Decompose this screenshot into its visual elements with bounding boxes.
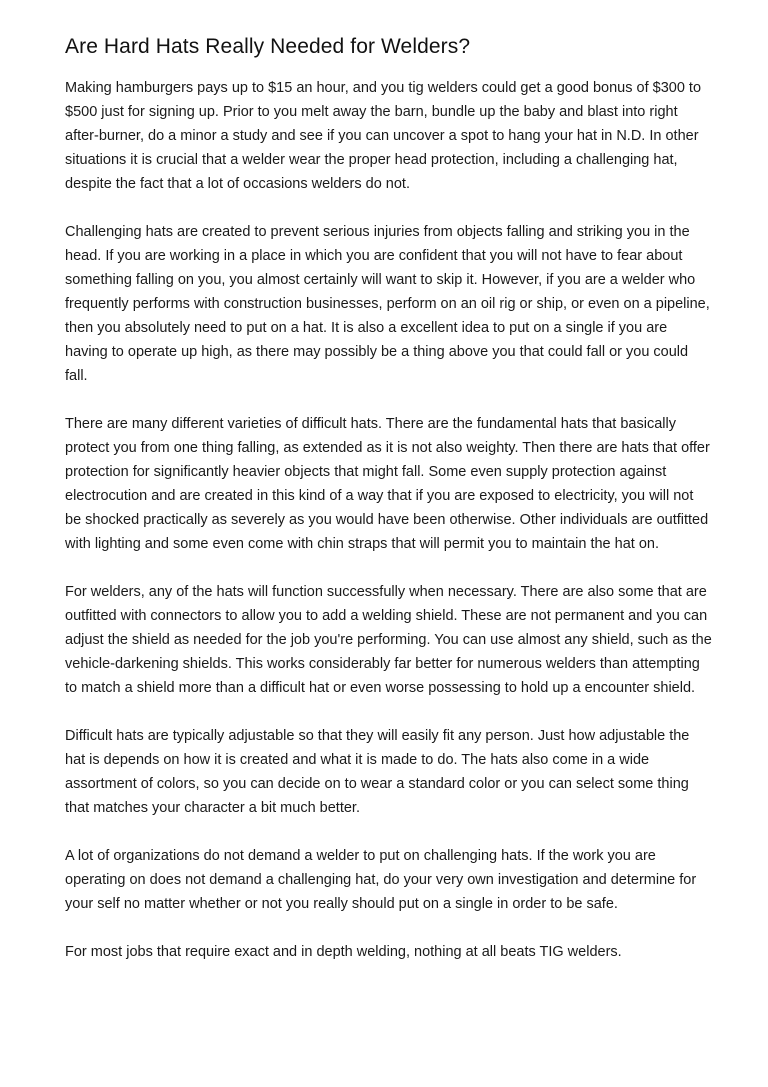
paragraph: Challenging hats are created to prevent serious injuries from objects falling and striking you in the head. If you are working in a place in which you are confident that you will not have to fear about something falling on you, you almost certainly will want to skip it. However, if you are a welder who frequently performs with construction businesses, perform on an oil rig or ship, or even on a pipeline, then you absolutely need to put on a hat. It is also a excellent idea to put on a single if you are having to operate up high, as there may possibly be a thing above you that could fall or you could fall. [65, 224, 710, 384]
paragraph: A lot of organizations do not demand a welder to put on challenging hats. If the work you are operating on does not demand a challenging hat, do your very own investigation and determine for your self no matter whether or not you really should put on a single in order to be safe. [65, 848, 697, 912]
paragraph: There are many different varieties of difficult hats. There are the fundamental hats that basically protect you from one thing falling, as extended as it is not also weighty. Then there are hats that offer protection for significantly heavier objects that might fall. Some even supply protection against electrocution and are created in this kind of a way that if you are exposed to electricity, you will not be shocked practically as severely as you would have been otherwise. Other individuals are outfitted with lighting and some even come with chin straps that will permit you to maintain the hat on. [65, 416, 710, 552]
paragraph: Making hamburgers pays up to $15 an hour, and you tig welders could get a good bonus of $300 to $500 just for signing up. Prior to you melt away the barn, bundle up the baby and blast into right after-burner, do a minor a study and see if you can uncover a spot to hang your hat in N.D. In other situations it is crucial that a welder wear the proper head protection, including a challenging hat, despite the fact that a lot of occasions welders do not. [65, 80, 702, 192]
document-page [65, 31, 713, 964]
document-title: Are Hard Hats Really Needed for Welders? [65, 35, 471, 58]
paragraph: Difficult hats are typically adjustable so that they will easily fit any person. Just how adjustable the hat is depends on how it is created and what it is made to do. The hats also come in a wide assortment of colors, so you can decide on to wear a standard color or you can select some thing that matches your character a bit much better. [65, 728, 690, 816]
paragraph: For welders, any of the hats will function successfully when necessary. There are also some that are outfitted with connectors to allow you to add a welding shield. These are not permanent and you can adjust the shield as needed for the job you're performing. You can use almost any shield, such as the vehicle-darkening shields. This works considerably far better for numerous welders than attempting to match a shield more than a difficult hat or even worse possessing to hold up a encounter shield. [65, 584, 712, 696]
paragraph: For most jobs that require exact and in depth welding, nothing at all beats TIG welders. [65, 944, 622, 960]
